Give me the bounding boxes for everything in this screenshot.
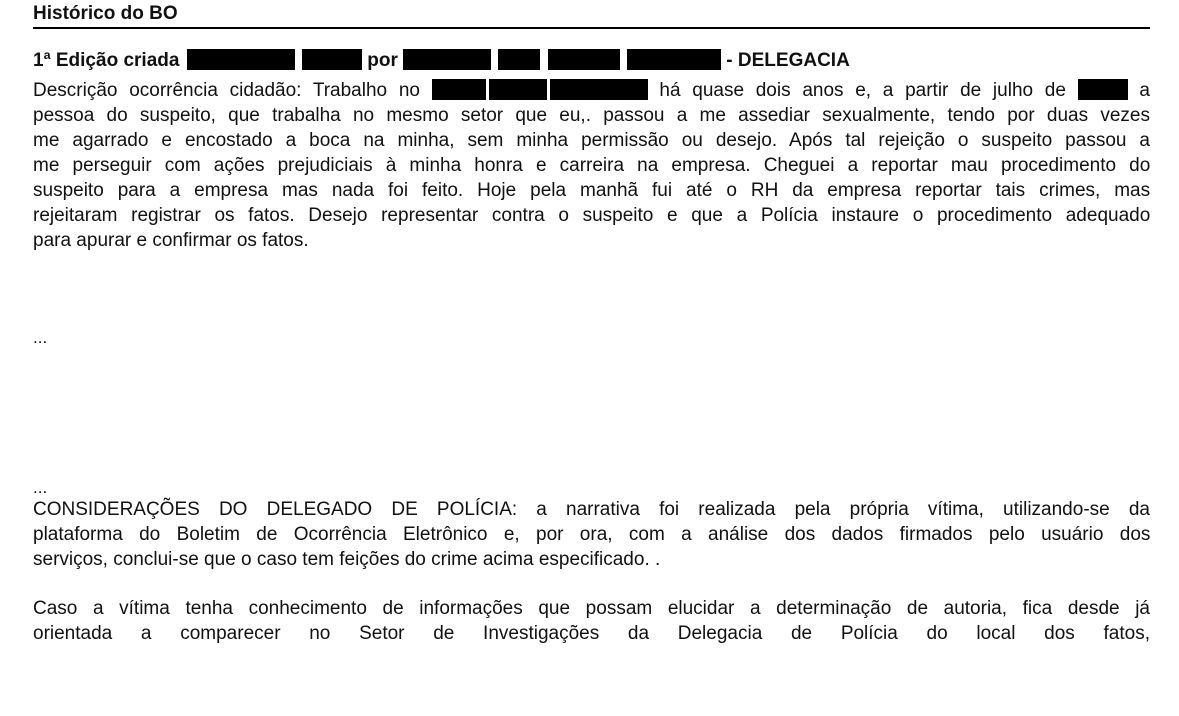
narrative-line: [33, 78, 1150, 103]
section-title: Histórico do BO: [33, 3, 178, 24]
considerations-line: serviços, conclui-se que o caso tem feições do crime acima especificado. .: [33, 549, 661, 570]
redaction-block: [302, 49, 362, 70]
redaction-block: [550, 79, 648, 100]
omission-marker: ...: [33, 328, 48, 347]
redaction-block: [498, 49, 540, 70]
redaction-block: [187, 49, 295, 70]
narrative-line: me perseguir com ações prejudiciais à minha honra e carreira na empresa. Cheguei a reportar mau procedimento do: [33, 155, 1151, 176]
narrative-text: Descrição ocorrência cidadão: Trabalho no: [33, 80, 420, 101]
redaction-block: [489, 79, 547, 100]
narrative-text: há quase dois anos e, a partir de julho de: [659, 80, 1066, 101]
edition-prefix: 1ª Edição criada: [33, 50, 180, 71]
redaction-block: [1078, 79, 1128, 100]
narrative-line: suspeito para a empresa mas nada foi feito. Hoje pela manhã fui até o RH da empresa reportar tais crimes, mas: [33, 180, 1151, 201]
considerations-line: CONSIDERAÇÕES DO DELEGADO DE POLÍCIA: a narrativa foi realizada pela própria vítima, utilizando-se da: [33, 499, 1150, 520]
orientation-paragraph: [33, 596, 1150, 646]
edition-header: [33, 49, 850, 72]
narrative-line: para apurar e confirmar os fatos.: [33, 230, 309, 251]
narrative-paragraph: [33, 78, 1150, 253]
omission-marker: ...: [33, 478, 48, 497]
title-divider: [33, 27, 1150, 29]
narrative-line: pessoa do suspeito, que trabalha no mesmo setor que eu,. passou a me assediar sexualmente, tendo por duas vezes: [33, 105, 1150, 126]
edition-suffix: - DELEGACIA: [726, 50, 850, 71]
redaction-block: [403, 49, 491, 70]
narrative-line: me agarrado e encostado a boca na minha, sem minha permissão ou desejo. Após tal rejeição o suspeito passou a: [33, 130, 1150, 151]
orientation-line: orientada a comparecer no Setor de Investigações da Delegacia de Polícia do local dos fatos,: [33, 623, 1150, 644]
narrative-line: rejeitaram registrar os fatos. Desejo representar contra o suspeito e que a Polícia instaure o procedimento adequado: [33, 205, 1151, 226]
considerations-line: plataforma do Boletim de Ocorrência Eletrônico e, por ora, com a análise dos dados firmados pelo usuário dos: [33, 524, 1151, 545]
considerations-paragraph: [33, 497, 1150, 572]
redaction-block: [548, 49, 620, 70]
orientation-line: Caso a vítima tenha conhecimento de informações que possam elucidar a determinação de autoria, fica desde já: [33, 598, 1150, 619]
redaction-block: [627, 49, 721, 70]
narrative-text: a: [1139, 80, 1150, 101]
edition-by: por: [367, 50, 398, 71]
redaction-block: [432, 79, 486, 100]
